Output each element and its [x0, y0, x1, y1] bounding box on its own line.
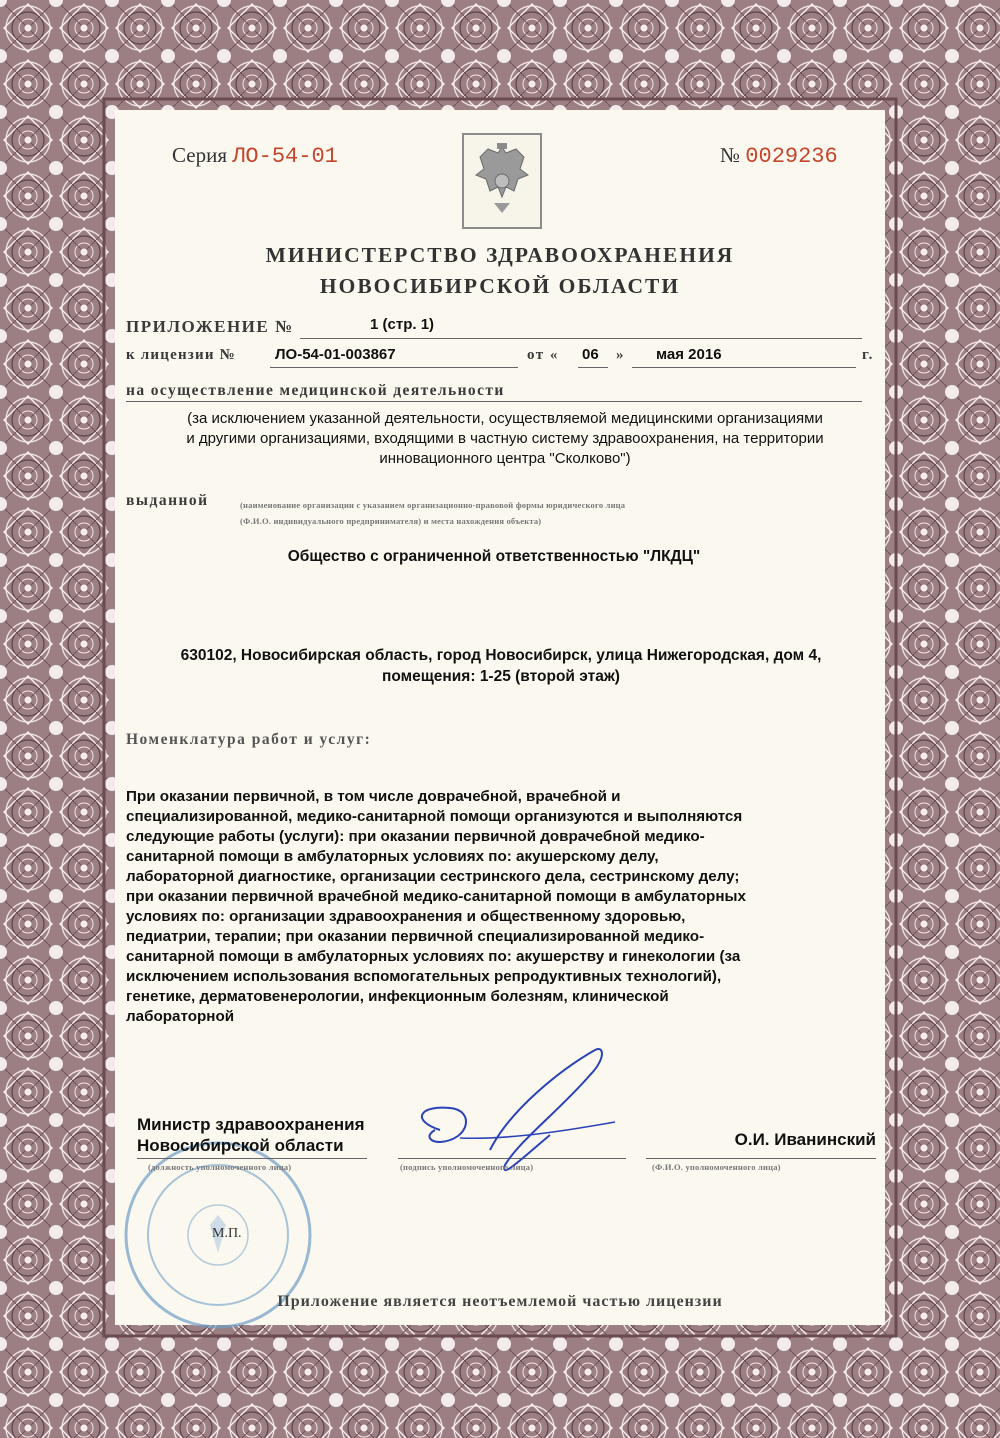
signatory-position-line1: Министр здравоохранения: [137, 1115, 365, 1134]
license-from-text: от: [527, 347, 545, 363]
hint-signature: (подпись уполномоченного лица): [400, 1162, 534, 1172]
number-value: 0029236: [745, 144, 838, 169]
nomenclature-line: педиатрии, терапии; при оказании первичной специализированной медико-: [126, 928, 705, 945]
nomenclature-line: при оказании первичной врачебной медико-санитарной помощи в амбулаторных: [126, 888, 746, 905]
footer-note: Приложение является неотъемлемой частью лицензии: [277, 1293, 723, 1310]
series-value: ЛО-54-01: [232, 144, 338, 169]
appendix-label: ПРИЛОЖЕНИЕ №: [126, 317, 294, 336]
nomenclature-line: генетике, дерматовенерологии, инфекционным болезням, клинической: [126, 988, 669, 1005]
nomenclature-label: Номенклатура работ и услуг:: [126, 731, 372, 748]
nomenclature-line: следующие работы (услуги): при оказании первичной доврачебной медико-: [126, 828, 705, 845]
position-rule: [137, 1158, 367, 1159]
nomenclature-line: исключением использования вспомогательных репродуктивных технологий),: [126, 968, 722, 985]
license-number-rule: [270, 367, 518, 368]
license-year-suffix: г.: [862, 347, 874, 363]
license-day-rule: [578, 367, 608, 368]
license-label: к лицензии №: [126, 347, 236, 363]
address-line2: помещения: 1-25 (второй этаж): [382, 668, 620, 685]
number-label: №: [720, 143, 741, 167]
hint-position: (должность уполномоченного лица): [148, 1162, 292, 1172]
nomenclature-line: санитарной помощи в амбулаторных условиях по: акушерскому делу,: [126, 848, 659, 865]
issued-hint-line2: (Ф.И.О. индивидуального предпринимателя) и места нахождения объекта): [240, 516, 542, 526]
issued-label: выданной: [126, 492, 209, 509]
license-number: ЛО-54-01-003867: [275, 346, 396, 363]
issued-hint-line1: (наименование организации с указанием организационно-правовой формы юридического лица: [240, 500, 626, 510]
ministry-title-line1: МИНИСТЕРСТВО ЗДРАВООХРАНЕНИЯ: [265, 243, 735, 267]
activity-label: на осуществление медицинской деятельности: [126, 382, 505, 399]
license-date-rule: [632, 367, 856, 368]
double-headed-eagle-icon: [464, 135, 540, 227]
activity-note: (за исключением указанной деятельности, осуществляемой медицинскими организациями и другими организациями, входящими в частную систему здравоохранения, на территории инновационного центра "Сколково"): [186, 410, 824, 467]
number-row: [720, 143, 838, 169]
appendix-value: 1 (стр. 1): [370, 316, 435, 333]
ministry-title: [115, 240, 885, 302]
organization-name: Общество с ограниченной ответственностью "ЛКДЦ": [287, 548, 701, 565]
signatory-position-line2: Новосибирской области: [137, 1136, 344, 1155]
ministry-title-line2: НОВОСИБИРСКОЙ ОБЛАСТИ: [319, 274, 681, 298]
nomenclature-text: [126, 787, 876, 1027]
address-line1: 630102, Новосибирская область, город Новосибирск, улица Нижегородская, дом 4,: [180, 647, 822, 664]
handwritten-signature: [400, 1030, 630, 1200]
nomenclature-line: При оказании первичной, в том числе доврачебной, врачебной и: [126, 788, 621, 805]
license-quote-open: «: [549, 347, 559, 363]
nomenclature-line: условиях по: организации здравоохранения и общественному здоровью,: [126, 908, 686, 925]
series-row: [172, 143, 338, 169]
nomenclature-line: санитарной помощи в амбулаторных условиях по: акушерству и гинекологии (за: [126, 948, 741, 965]
activity-rule: [126, 401, 862, 402]
series-label: Серия: [172, 143, 227, 167]
nomenclature-line: лабораторной диагностике, организации сестринского дела, сестринскому делу;: [126, 868, 740, 885]
signatory-position: [137, 1114, 365, 1156]
nomenclature-line: специализированной, медико-санитарной помощи организуются и выполняются: [126, 808, 743, 825]
license-day: 06: [582, 346, 599, 363]
hint-name: (Ф.И.О. уполномоченного лица): [652, 1162, 781, 1172]
coat-of-arms-emblem: [462, 133, 542, 229]
license-quote-close: »: [616, 347, 625, 363]
name-rule: [646, 1158, 876, 1159]
signatory-name: О.И. Иванинский: [734, 1130, 876, 1149]
organization-address: [116, 645, 886, 687]
appendix-rule: [300, 338, 862, 339]
license-from-label: [527, 347, 559, 364]
license-month-year: мая 2016: [656, 346, 722, 363]
stamp-place-label: М.П.: [212, 1226, 242, 1241]
nomenclature-line: лабораторной: [126, 1008, 235, 1025]
